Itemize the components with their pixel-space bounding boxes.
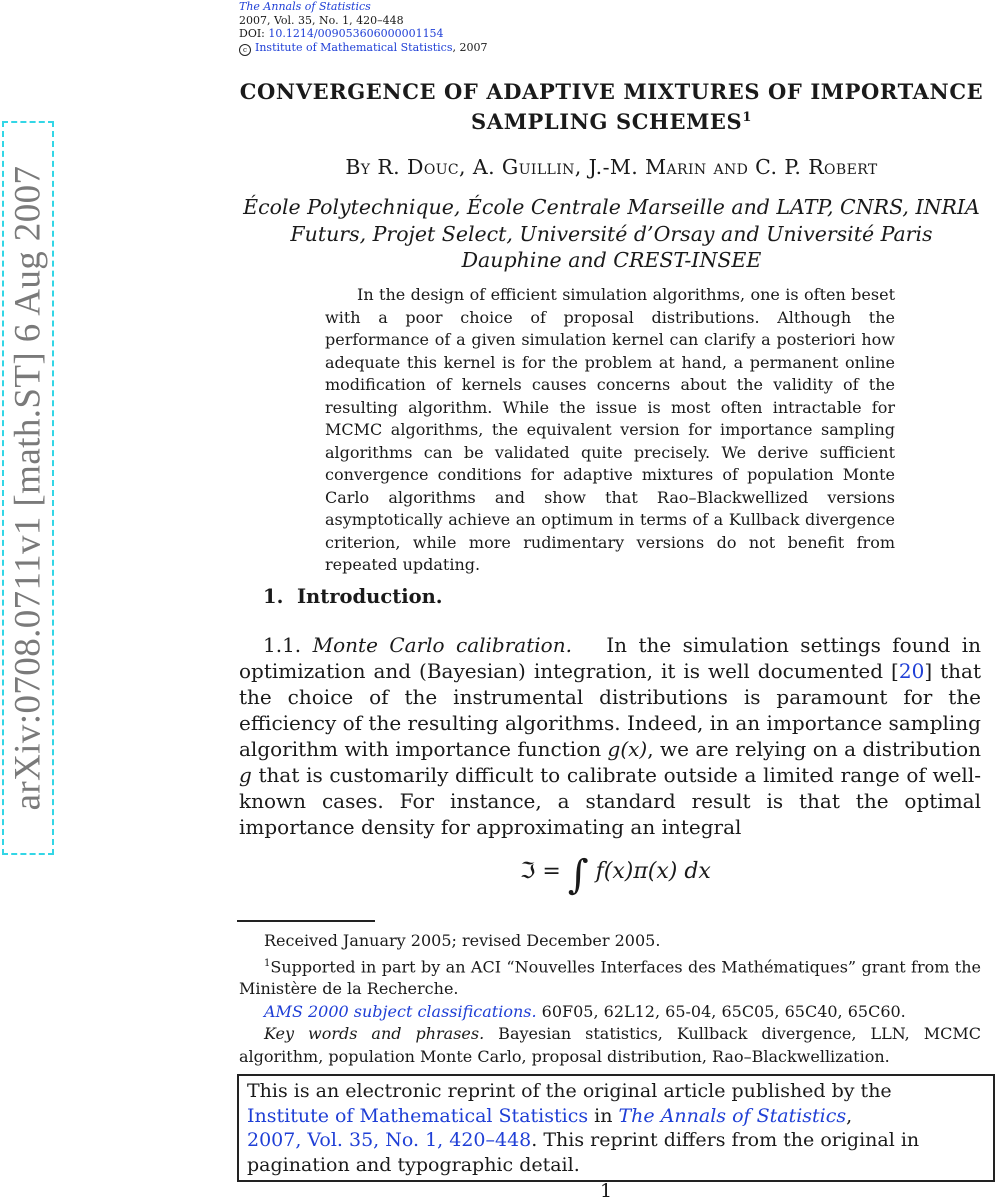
subsection-number: 1.1.	[263, 633, 302, 657]
journal-name-link[interactable]: The Annals of Statistics	[239, 0, 371, 13]
arxiv-stamp[interactable]	[2, 121, 54, 855]
footnote-1-text: Supported in part by an ACI “Nouvelles Interfaces des Mathématiques” grant from the Ministère de la Recherche.	[239, 956, 981, 999]
copyright-icon: c	[239, 44, 251, 56]
reprint-line-1: This is an electronic reprint of the original article published by the	[247, 1080, 892, 1102]
intro-text-1: In the simulation settings found in optimization and (Bayesian) integration, it is well documented	[239, 633, 981, 683]
section-number: 1.	[263, 585, 284, 608]
footnote-1	[239, 953, 981, 1001]
page-number: 1	[600, 1180, 613, 1202]
reprint-notice	[237, 1074, 995, 1182]
affiliation: École Polytechnique, École Centrale Marseille and LATP, CNRS, INRIA Futurs, Projet Select, Université d’Orsay and Université Paris Dauphine and CREST-INSEE	[243, 195, 980, 272]
ams-link[interactable]: AMS 2000 subject classifications.	[264, 1001, 537, 1021]
subsection-title: Monte Carlo calibration.	[312, 633, 572, 657]
integral-sign: ∫	[567, 852, 589, 898]
copyright-year: , 2007	[452, 40, 488, 54]
arxiv-stamp-text: arXiv:0708.0711v1 [math.ST] 6 Aug 2007	[7, 165, 49, 811]
title-footnote-mark[interactable]: 1	[742, 110, 752, 125]
reprint-journal-link[interactable]: The Annals of Statistics	[618, 1104, 847, 1127]
journal-header	[239, 0, 487, 56]
volume-line: 2007, Vol. 35, No. 1, 420–448	[239, 13, 404, 27]
citation-link[interactable]: 20	[898, 659, 925, 683]
equation-lhs: ℑ =	[520, 859, 568, 884]
equation-rhs: f(x)π(x) dx	[588, 859, 711, 884]
keywords-text: Bayesian statistics, Kullback divergence, LLN, MCMC algorithm, population Monte Carlo, proposal distribution, Rao–Blackwellization.	[239, 1024, 981, 1066]
integral-equation	[520, 852, 711, 898]
reprint-publisher-link[interactable]: Institute of Mathematical Statistics	[247, 1104, 589, 1127]
doi-prefix: DOI:	[239, 27, 269, 40]
publisher-link[interactable]: Institute of Mathematical Statistics	[255, 40, 453, 54]
math-gx: g(x)	[607, 737, 648, 761]
footnote-rule	[237, 920, 375, 922]
abstract: In the design of efficient simulation algorithms, one is often beset with a poor choice of proposal distributions. Although the performance of a given simulation kernel can clarify a posteriori how adequate this kernel is for the problem at hand, a permanent online modification of kernels causes concerns about the validity of the resulting algorithm. While the issue is most often intractable for MCMC algorithms, the equivalent version for importance sampling algorithms can be validated quite precisely. We derive sufficient convergence conditions for adaptive mixtures of population Monte Carlo algorithms and show that Rao–Blackwellized versions asymptotically achieve an optimum in terms of a Kullback divergence criterion, while more rudimentary versions do not benefit from repeated updating.	[325, 285, 895, 574]
title-text: CONVERGENCE OF ADAPTIVE MIXTURES OF IMPORTANCE SAMPLING SCHEMES	[239, 79, 984, 134]
footnote-1-mark: 1	[264, 957, 271, 969]
intro-text-3: , we are relying on a distribution	[647, 737, 981, 761]
keywords	[239, 1023, 981, 1068]
authors: By R. Douc, A. Guillin, J.-M. Marin and C. P. Robert	[345, 155, 878, 179]
section-heading	[263, 585, 443, 608]
ams-codes: 60F05, 62L12, 65-04, 65C05, 65C40, 65C60.	[536, 1001, 906, 1021]
received-note: Received January 2005; revised December 2005.	[264, 931, 661, 950]
paper-title	[239, 79, 984, 135]
footnotes	[239, 930, 981, 1068]
reprint-line-3: . This reprint differs from the original in pagination and typographic detail.	[247, 1129, 920, 1176]
section-title: Introduction.	[296, 585, 443, 608]
copyright-line	[239, 41, 487, 56]
keywords-label: Key words and phrases.	[264, 1024, 485, 1044]
doi-link[interactable]: 10.1214/009053606000001154	[268, 27, 444, 40]
math-g: g	[239, 763, 252, 787]
intro-paragraph: 1.1. Monte Carlo calibration. In the simulation settings found in optimization and (Bayesian) integration, it is well documented [20] that the choice of the instrumental distributions is paramount for the efficiency of the resulting algorithms. Indeed, in an importance sampling algorithm with importance function g(x), we are relying on a distribution g that is customarily difficult to calibrate outside a limited range of well-known cases. For instance, a standard result is that the optimal importance density for approximating an integral	[239, 633, 981, 839]
ams-classification	[239, 1001, 981, 1024]
reprint-citation-link[interactable]: 2007, Vol. 35, No. 1, 420–448	[247, 1129, 532, 1151]
reprint-comma: ,	[846, 1104, 853, 1127]
reprint-in: in	[588, 1104, 619, 1127]
intro-text-2: that the choice of the instrumental distributions is paramount for the efficiency of the resulting algorithms. Indeed, in an importance sampling algorithm with importance function	[239, 659, 981, 761]
doi-line	[239, 27, 487, 41]
intro-text-4: that is customarily difficult to calibrate outside a limited range of well-known cases. For instance, a standard result is that the optimal importance density for approximating an integral	[239, 763, 981, 839]
